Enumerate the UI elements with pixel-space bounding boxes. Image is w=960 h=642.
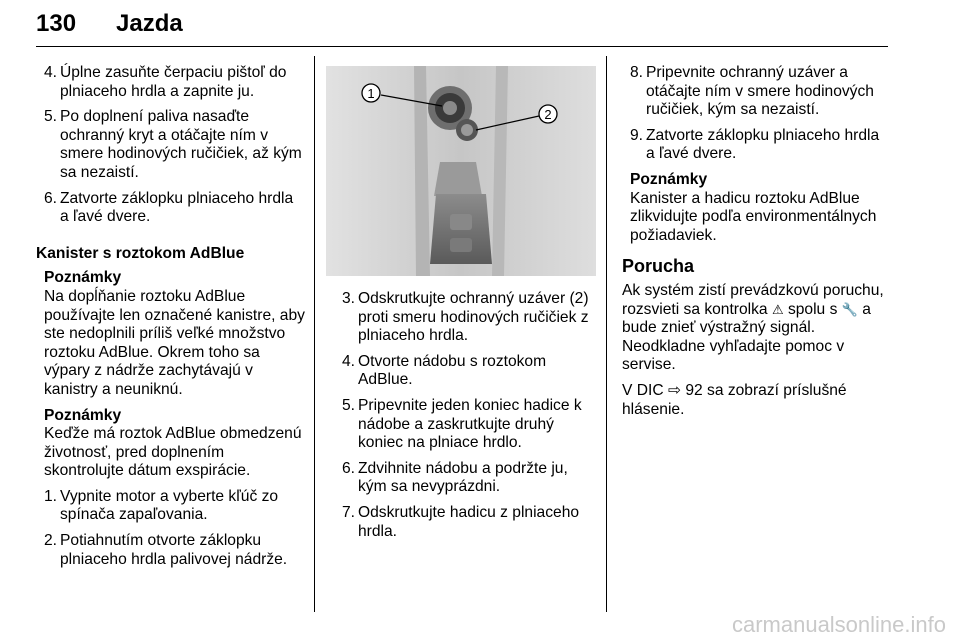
callout-2: 2	[544, 107, 552, 122]
paragraph-text: V DIC	[622, 381, 664, 399]
step-number: 3.	[342, 290, 356, 307]
step-text: Zatvorte záklopku plniaceho hrdla a ľavé dvere.	[60, 189, 294, 226]
column-2	[334, 290, 598, 548]
watermark: carmanualsonline.info	[731, 612, 946, 637]
wrench-icon: 🔧	[841, 301, 858, 317]
column-divider	[606, 56, 607, 612]
section-title: Jazda	[116, 10, 183, 37]
step-number: 5.	[342, 396, 356, 414]
paragraph-text: a bude znieť výstražný signál. Neodkladne vyhľadajte pomoc v servise.	[622, 300, 871, 374]
note-text: Keďže má roztok AdBlue obmedzenú životnosť, pred doplnením skontrolujte dátum exspirácie.	[44, 425, 302, 480]
fuel-filler-illustration	[326, 66, 596, 276]
step-text: Potiahnutím otvorte záklopku plniaceho hrdla palivovej nádrže.	[60, 532, 288, 568]
step-number: 6.	[342, 459, 356, 477]
list-item	[334, 290, 598, 346]
list-item	[334, 460, 598, 497]
list-item	[36, 64, 306, 101]
list-item	[622, 64, 890, 120]
step-text: Po doplnení paliva nasaďte ochranný kryt a otáčajte ním v smere hodinových ručičiek, až kým sa nezaistí.	[60, 108, 302, 181]
list-item	[36, 532, 306, 569]
step-number: 5.	[44, 108, 58, 126]
step-text: Zatvorte záklopku plniaceho hrdla a ľavé dvere.	[646, 126, 880, 163]
list-item	[36, 108, 306, 182]
warning-icon: ⚠	[771, 301, 784, 317]
paragraph-text: Ak systém zistí prevádzkovú poruchu, rozsvieti sa kontrolka	[622, 281, 884, 318]
note-title: Poznámky	[44, 269, 122, 287]
step-number: 4.	[44, 64, 58, 81]
callout-1: 1	[367, 86, 375, 101]
list-item	[36, 190, 306, 227]
step-text: Vypnite motor a vyberte kľúč zo spínača zapaľovania.	[60, 487, 279, 524]
paragraph	[622, 282, 890, 375]
heading-porucha: Porucha	[622, 256, 695, 277]
column-divider	[314, 56, 315, 612]
step-number: 1.	[44, 487, 58, 505]
paragraph-text: spolu s	[787, 300, 838, 318]
note-text: Kanister a hadicu roztoku AdBlue zlikvidujte podľa environmentálnych požiadaviek.	[630, 189, 877, 244]
page-header	[36, 8, 888, 47]
paragraph-text: 92 sa zobrazí príslušné hlásenie.	[622, 381, 847, 418]
note-box	[622, 171, 890, 245]
list-item	[334, 397, 598, 453]
step-text: Odskrutkujte ochranný uzáver (2) proti smeru hodinových ručičiek z plniaceho hrdla.	[358, 290, 589, 345]
note-text: Na dopĺňanie roztoku AdBlue používajte len označené kanistre, aby ste nedoplnili príliš veľké množstvo roztoku AdBlue. Okrem toho sa výpary z nádrže zachytávajú v kanistry a neuniknú.	[44, 287, 305, 398]
step-number: 6.	[44, 189, 58, 207]
step-text: Otvorte nádobu s roztokom AdBlue.	[358, 352, 547, 389]
page-number: 130	[36, 10, 77, 37]
step-text: Úplne zasuňte čerpaciu pištoľ do plniaceho hrdla a zapnite ju.	[60, 64, 287, 100]
note-title: Poznámky	[630, 170, 708, 188]
note-title: Poznámky	[44, 406, 122, 424]
subheading: Kanister s roztokom AdBlue	[36, 244, 245, 262]
column-1	[36, 64, 306, 576]
step-text: Odskrutkujte hadicu z plniaceho hrdla.	[358, 503, 580, 540]
list-item	[36, 488, 306, 525]
step-text: Zdvihnite nádobu a podržte ju, kým sa nevyprázdni.	[358, 459, 568, 496]
step-number: 8.	[630, 64, 644, 81]
step-text: Pripevnite ochranný uzáver a otáčajte ním v smere hodinových ručičiek, kým sa nezaistí.	[646, 64, 874, 119]
list-item	[622, 127, 890, 164]
step-number: 9.	[630, 126, 644, 144]
step-number: 2.	[44, 532, 58, 550]
step-number: 7.	[342, 503, 356, 521]
note-box	[36, 269, 306, 399]
step-text: Pripevnite jeden koniec hadice k nádobe a zaskrutkujte druhý koniec na plniace hrdlo.	[358, 396, 582, 452]
list-item	[334, 504, 598, 541]
page-reference-arrow-icon: ⇨	[667, 381, 682, 399]
paragraph	[622, 382, 890, 419]
column-3	[622, 64, 890, 426]
step-number: 4.	[342, 352, 356, 370]
note-box	[36, 407, 306, 481]
list-item	[334, 353, 598, 390]
